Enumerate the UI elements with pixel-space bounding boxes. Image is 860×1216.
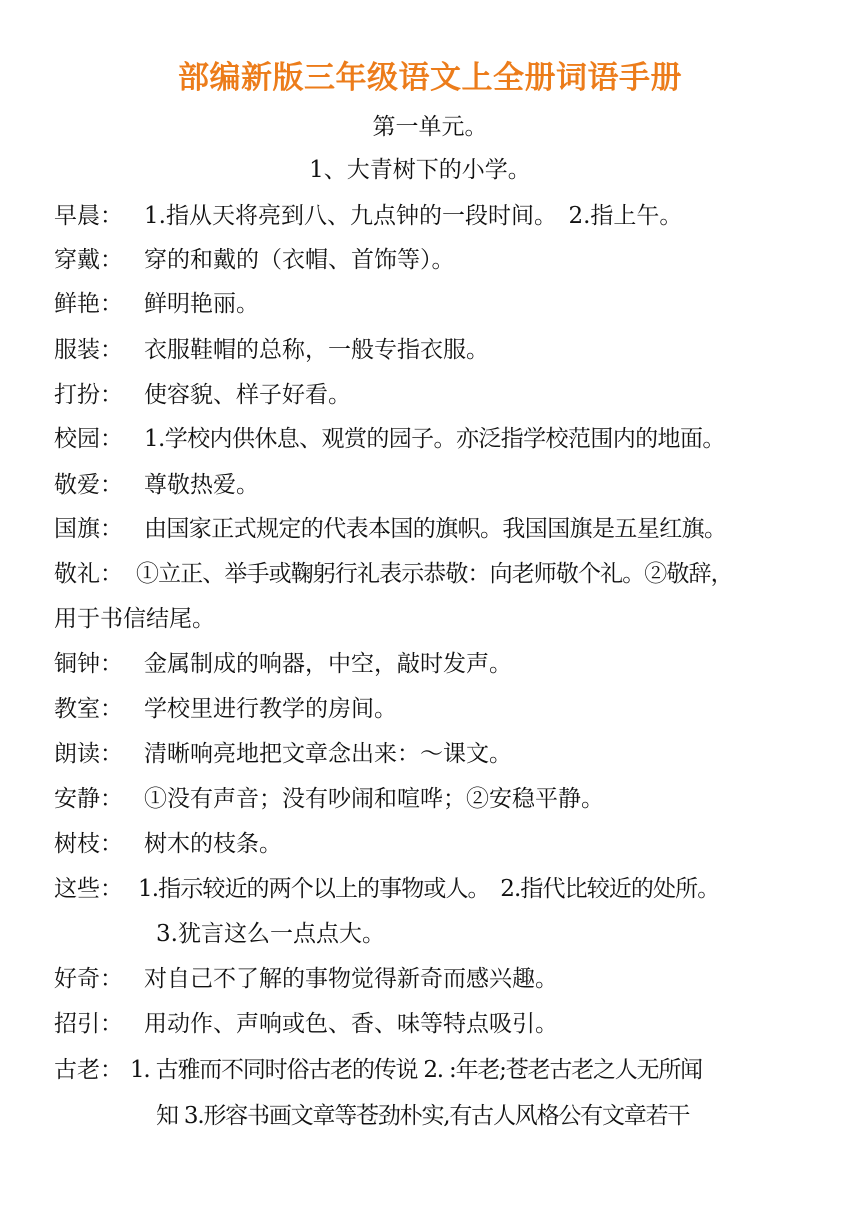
entry-term: 好奇：	[54, 966, 123, 992]
entry-definition: 衣服鞋帽的总称，一般专指衣服。	[144, 337, 489, 363]
entry-term: 国旗：	[54, 516, 123, 542]
entry-definition: 1.指从天将亮到八、九点钟的一段时间。 2.指上午。	[144, 203, 683, 229]
entry	[54, 780, 814, 813]
entry	[54, 690, 814, 723]
entry-term: 穿戴：	[54, 247, 123, 273]
entry-definition: 1.指示较近的两个以上的事物或人。 2.指代比较近的处所。	[138, 876, 720, 902]
entry-definition: 1. 古雅而不同时俗古老的传说 2. :年老;苍老古老之人无所闻	[130, 1057, 702, 1083]
entry-term: 校园：	[54, 426, 123, 452]
entry-term: 鲜艳：	[54, 291, 123, 317]
entry	[54, 197, 814, 230]
entry	[54, 825, 814, 858]
entry	[54, 510, 814, 543]
entry	[54, 376, 814, 409]
entry-term: 敬礼：	[54, 561, 123, 587]
entry-term: 敬爱：	[54, 472, 123, 498]
entry-definition: 尊敬热爱。	[144, 472, 259, 498]
entry-term: 铜钟：	[54, 651, 123, 677]
entry	[54, 960, 814, 993]
entry-definition: 对自己不了解的事物觉得新奇而感兴趣。	[144, 966, 558, 992]
entry	[54, 870, 814, 903]
entry-term: 这些：	[54, 876, 123, 902]
entry-definition: 学校里进行教学的房间。	[144, 696, 397, 722]
entry	[54, 735, 814, 768]
entry-definition: 金属制成的响器，中空，敲时发声。	[144, 651, 512, 677]
entry	[54, 555, 814, 588]
entry-continuation: 知 3.形容书画文章等苍劲朴实,有古人风格公有文章若干	[156, 1103, 690, 1129]
entry-definition: 穿的和戴的（衣帽、首饰等）。	[144, 247, 455, 273]
entry-continuation: 3.犹言这么一点点大。	[156, 921, 385, 947]
entry-term: 招引：	[54, 1011, 123, 1037]
entry-definition: 使容貌、样子好看。	[144, 382, 351, 408]
entry	[54, 1051, 814, 1084]
entry	[54, 241, 814, 274]
entry	[54, 331, 814, 364]
entry-definition: 由国家正式规定的代表本国的旗帜。我国国旗是五星红旗。	[144, 516, 727, 542]
entry	[54, 1005, 814, 1038]
entry-term: 古老：	[54, 1057, 123, 1083]
entry-definition: ①没有声音；没有吵闹和喧哗；②安稳平静。	[144, 786, 604, 812]
entry	[54, 466, 814, 499]
entry-term: 树枝：	[54, 831, 123, 857]
entry-term: 早晨：	[54, 203, 123, 229]
entry-definition: 鲜明艳丽。	[144, 291, 259, 317]
entry-definition: 1.学校内供休息、观赏的园子。亦泛指学校范围内的地面。	[144, 426, 725, 452]
entry-term: 安静：	[54, 786, 123, 812]
entry-definition: 用动作、声响或色、香、味等特点吸引。	[144, 1011, 558, 1037]
lesson-heading: 1、大青树下的小学。	[309, 157, 531, 183]
entry	[54, 645, 814, 678]
entry	[54, 420, 814, 453]
entry-definition: 树木的枝条。	[144, 831, 282, 857]
entry-term: 教室：	[54, 696, 123, 722]
document-title: 部编新版三年级语文上全册词语手册	[178, 60, 682, 96]
entry-definition: 清晰响亮地把文章念出来：～课文。	[144, 741, 512, 767]
entry-continuation: 用于书信结尾。	[54, 606, 215, 632]
unit-heading: 第一单元。	[372, 114, 488, 140]
entry-term: 打扮：	[54, 382, 123, 408]
entry-term: 朗读：	[54, 741, 123, 767]
entry-definition: ①立正、举手或鞠躬行礼表示恭敬：向老师敬个礼。②敬辞，	[136, 561, 733, 587]
entry-term: 服装：	[54, 337, 123, 363]
entry	[54, 285, 814, 318]
